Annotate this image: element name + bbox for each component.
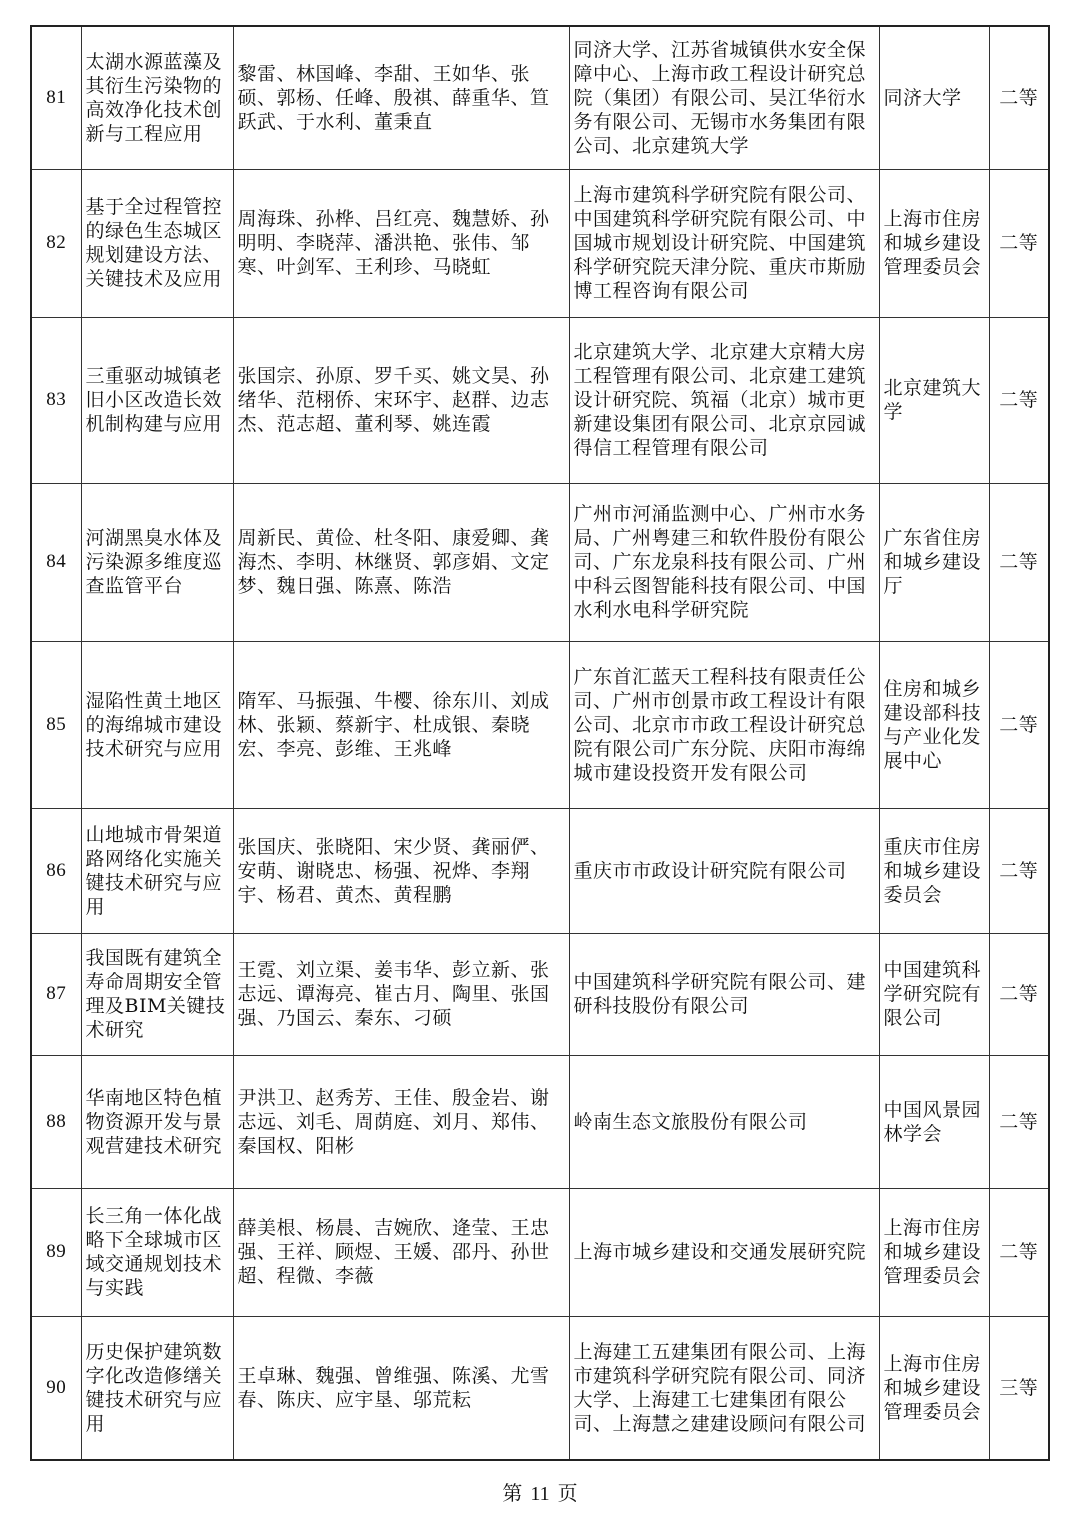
- row-number-cell: 89: [31, 1188, 81, 1316]
- recommender-cell: 上海市住房和城乡建设管理委员会: [879, 1188, 989, 1316]
- recommender-cell: 上海市住房和城乡建设管理委员会: [879, 169, 989, 317]
- completers-cell: 张国庆、张晓阳、宋少贤、龚丽俨、安萌、谢晓忠、杨强、祝烨、李翔宇、杨君、黄杰、黄程鹏: [233, 808, 569, 933]
- award-grade-cell: 二等: [989, 1055, 1049, 1188]
- award-grade-cell: 二等: [989, 483, 1049, 641]
- award-grade-cell: 二等: [989, 641, 1049, 808]
- recommender-cell: 重庆市住房和城乡建设委员会: [879, 808, 989, 933]
- table-row: [31, 26, 1049, 169]
- completing-units-cell: 广州市河涌监测中心、广州市水务局、广州粤建三和软件股份有限公司、广东龙泉科技有限公司、广州中科云图智能科技有限公司、中国水利水电科学研究院: [569, 483, 879, 641]
- page-suffix: 页: [557, 1483, 578, 1505]
- recommender-cell: 上海市住房和城乡建设管理委员会: [879, 1316, 989, 1460]
- completers-cell: 王霓、刘立渠、姜韦华、彭立新、张志远、谭海亮、崔古月、陶里、张国强、乃国云、秦东、刁硕: [233, 933, 569, 1055]
- recommender-cell: 中国风景园林学会: [879, 1055, 989, 1188]
- row-number-cell: 82: [31, 169, 81, 317]
- completing-units-cell: 中国建筑科学研究院有限公司、建研科技股份有限公司: [569, 933, 879, 1055]
- completers-cell: 周新民、黄俭、杜冬阳、康爱卿、龚海杰、李明、林继贤、郭彦娟、文定梦、魏日强、陈熹、陈浩: [233, 483, 569, 641]
- project-name-cell: 基于全过程管控的绿色生态城区规划建设方法、关键技术及应用: [81, 169, 233, 317]
- project-name-cell: 历史保护建筑数字化改造修缮关键技术研究与应用: [81, 1316, 233, 1460]
- award-grade-cell: 二等: [989, 317, 1049, 483]
- table-body: [31, 26, 1049, 1460]
- completing-units-cell: 同济大学、江苏省城镇供水安全保障中心、上海市政工程设计研究总院（集团）有限公司、吴江华衍水务有限公司、无锡市水务集团有限公司、北京建筑大学: [569, 26, 879, 169]
- recommender-cell: 住房和城乡建设部科技与产业化发展中心: [879, 641, 989, 808]
- award-grade-cell: 二等: [989, 808, 1049, 933]
- table-row: [31, 483, 1049, 641]
- project-name-cell: 太湖水源蓝藻及其衍生污染物的高效净化技术创新与工程应用: [81, 26, 233, 169]
- recommender-cell: 中国建筑科学研究院有限公司: [879, 933, 989, 1055]
- award-grade-cell: 二等: [989, 1188, 1049, 1316]
- recommender-cell: 北京建筑大学: [879, 317, 989, 483]
- row-number-cell: 83: [31, 317, 81, 483]
- row-number-cell: 90: [31, 1316, 81, 1460]
- row-number-cell: 84: [31, 483, 81, 641]
- completers-cell: 周海珠、孙桦、吕红亮、魏慧娇、孙明明、李晓萍、潘洪艳、张伟、邹寒、叶剑军、王利珍、马晓虹: [233, 169, 569, 317]
- award-grade-cell: 二等: [989, 169, 1049, 317]
- row-number-cell: 86: [31, 808, 81, 933]
- completing-units-cell: 上海市城乡建设和交通发展研究院: [569, 1188, 879, 1316]
- completers-cell: 隋军、马振强、牛樱、徐东川、刘成林、张颖、蔡新宇、杜成银、秦晓宏、李亮、彭维、王兆峰: [233, 641, 569, 808]
- project-name-cell: 我国既有建筑全寿命周期安全管理及BIM关键技术研究: [81, 933, 233, 1055]
- completers-cell: 张国宗、孙原、罗千买、姚文昊、孙绪华、范栩侨、宋环宇、赵群、边志杰、范志超、董利琴、姚连霞: [233, 317, 569, 483]
- completing-units-cell: 上海建工五建集团有限公司、上海市建筑科学研究院有限公司、同济大学、上海建工七建集团有限公司、上海慧之建建设顾问有限公司: [569, 1316, 879, 1460]
- table-row: [31, 169, 1049, 317]
- award-grade-cell: 三等: [989, 1316, 1049, 1460]
- table-row: [31, 1316, 1049, 1460]
- row-number-cell: 81: [31, 26, 81, 169]
- row-number-cell: 87: [31, 933, 81, 1055]
- completers-cell: 尹洪卫、赵秀芳、王佳、殷金岩、谢志远、刘毛、周荫庭、刘月、郑伟、秦国权、阳彬: [233, 1055, 569, 1188]
- row-number-cell: 85: [31, 641, 81, 808]
- completers-cell: 黎雷、林国峰、李甜、王如华、张硕、郭杨、任峰、殷祺、薛重华、笪跃武、于水利、董秉直: [233, 26, 569, 169]
- page-number: 11: [530, 1483, 550, 1505]
- table-row: [31, 641, 1049, 808]
- project-name-cell: 山地城市骨架道路网络化实施关键技术研究与应用: [81, 808, 233, 933]
- completing-units-cell: 广东首汇蓝天工程科技有限责任公司、广州市创景市政工程设计有限公司、北京市市政工程设计研究总院有限公司广东分院、庆阳市海绵城市建设投资开发有限公司: [569, 641, 879, 808]
- completers-cell: 薛美根、杨晨、吉婉欣、逄莹、王忠强、王祥、顾煜、王媛、邵丹、孙世超、程微、李薇: [233, 1188, 569, 1316]
- page-prefix: 第: [502, 1483, 523, 1505]
- awards-table: [30, 25, 1050, 1461]
- page-footer: [0, 1477, 1080, 1506]
- award-grade-cell: 二等: [989, 26, 1049, 169]
- completers-cell: 王卓琳、魏强、曾维强、陈溪、尤雪春、陈庆、应宇垦、邬荒耘: [233, 1316, 569, 1460]
- completing-units-cell: 重庆市市政设计研究院有限公司: [569, 808, 879, 933]
- recommender-cell: 同济大学: [879, 26, 989, 169]
- completing-units-cell: 北京建筑大学、北京建大京精大房工程管理有限公司、北京建工建筑设计研究院、筑福（北京）城市更新建设集团有限公司、北京京园诚得信工程管理有限公司: [569, 317, 879, 483]
- recommender-cell: 广东省住房和城乡建设厅: [879, 483, 989, 641]
- table-row: [31, 933, 1049, 1055]
- project-name-cell: 长三角一体化战略下全球城市区域交通规划技术与实践: [81, 1188, 233, 1316]
- project-name-cell: 华南地区特色植物资源开发与景观营建技术研究: [81, 1055, 233, 1188]
- table-row: [31, 317, 1049, 483]
- table-row: [31, 808, 1049, 933]
- project-name-cell: 湿陷性黄土地区的海绵城市建设技术研究与应用: [81, 641, 233, 808]
- project-name-cell: 三重驱动城镇老旧小区改造长效机制构建与应用: [81, 317, 233, 483]
- table-row: [31, 1188, 1049, 1316]
- row-number-cell: 88: [31, 1055, 81, 1188]
- completing-units-cell: 岭南生态文旅股份有限公司: [569, 1055, 879, 1188]
- table-row: [31, 1055, 1049, 1188]
- completing-units-cell: 上海市建筑科学研究院有限公司、中国建筑科学研究院有限公司、中国城市规划设计研究院、中国建筑科学研究院天津分院、重庆市斯励博工程咨询有限公司: [569, 169, 879, 317]
- award-grade-cell: 二等: [989, 933, 1049, 1055]
- project-name-cell: 河湖黑臭水体及污染源多维度巡查监管平台: [81, 483, 233, 641]
